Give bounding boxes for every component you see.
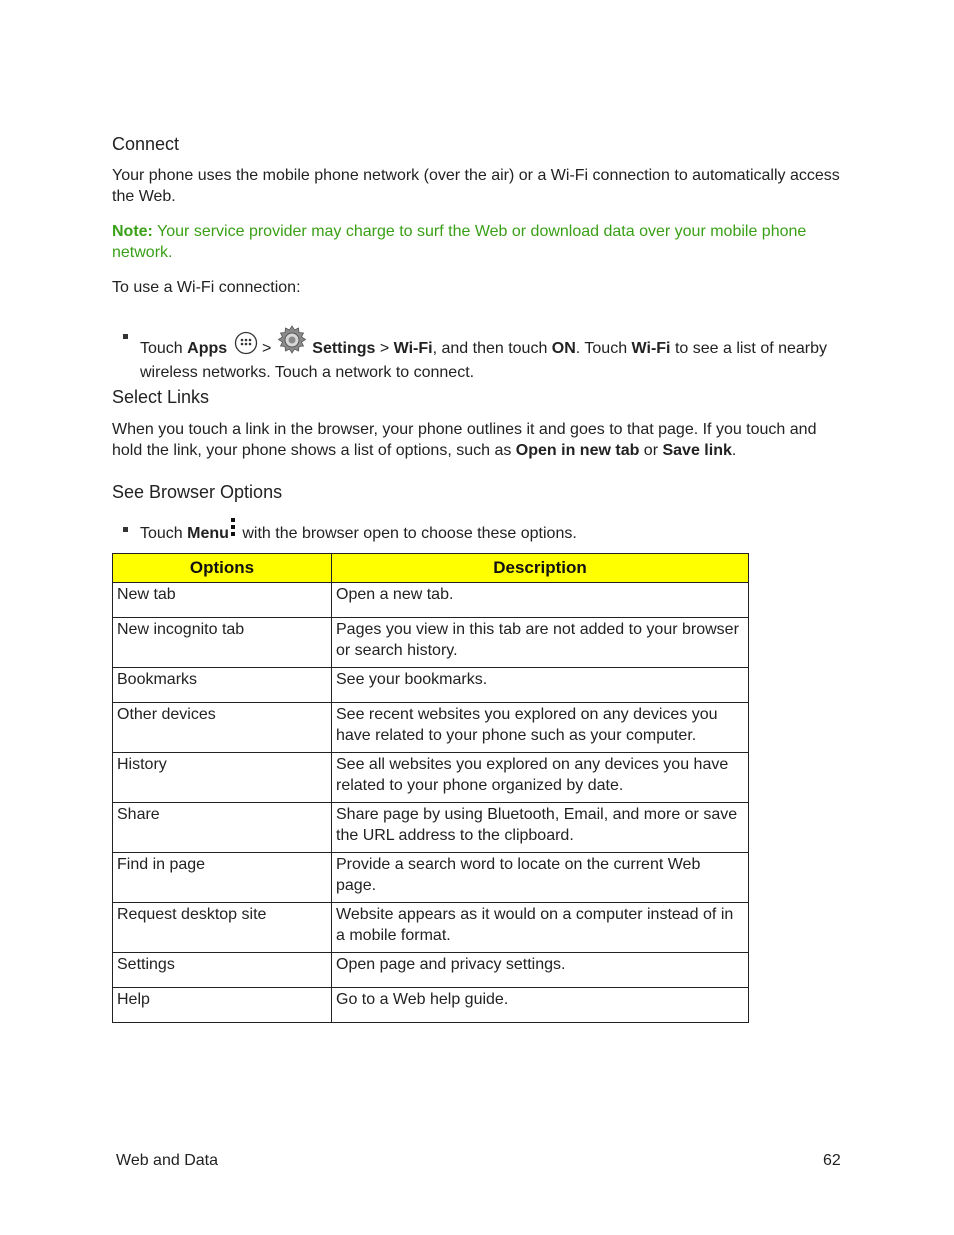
on-label: ON [551, 340, 576, 357]
option-cell: Request desktop site [113, 903, 332, 953]
save-link-label: Save link [662, 442, 732, 459]
note-text: Your service provider may charge to surf the Web or download data over your mobile phone network. [112, 223, 807, 261]
option-cell: Bookmarks [113, 668, 332, 703]
body-text: . [731, 442, 737, 459]
step-text: with the browser open to choose these options. [237, 525, 577, 542]
description-cell: Open page and privacy settings. [332, 953, 749, 988]
wifi-step-bullet [112, 314, 847, 383]
option-cell: Share [113, 803, 332, 853]
wifi-intro: To use a Wi-Fi connection: [112, 279, 301, 296]
table-row [113, 903, 749, 953]
connect-heading: Connect [112, 134, 180, 154]
step-text: . Touch [575, 340, 632, 357]
step-touch: Touch [140, 340, 188, 357]
footer-section-title: Web and Data [116, 1152, 218, 1169]
description-cell: See your bookmarks. [332, 668, 749, 703]
menu-step-bullet [112, 518, 847, 544]
note-label: Note: [112, 223, 153, 240]
menu-dots-icon [231, 518, 236, 544]
select-links-body [112, 419, 842, 461]
description-cell: Go to a Web help guide. [332, 988, 749, 1023]
bullet-marker [123, 527, 128, 532]
table-row [113, 618, 749, 668]
select-links-heading: Select Links [112, 387, 210, 407]
table-row [113, 953, 749, 988]
browser-options-table [112, 553, 749, 1023]
footer-page-number: 62 [823, 1152, 841, 1169]
description-cell: Provide a search word to locate on the current Web page. [332, 853, 749, 903]
table-row [113, 753, 749, 803]
step-separator: > [375, 340, 394, 357]
option-cell: Find in page [113, 853, 332, 903]
description-cell: Open a new tab. [332, 583, 749, 618]
step-text: , and then touch [432, 340, 552, 357]
browser-options-heading: See Browser Options [112, 482, 283, 502]
body-text: When you touch a link in the browser, your phone outlines it and goes to that page. If you touch and hold the link, your phone shows a list of options, such as [112, 421, 817, 459]
apps-label: Apps [187, 340, 228, 357]
table-row [113, 703, 749, 753]
description-cell: See recent websites you explored on any devices you have related to your phone such as your computer. [332, 703, 749, 753]
step-text: to see a list of nearby wireless networks. Touch a network to connect. [140, 340, 828, 381]
option-cell: History [113, 753, 332, 803]
table-row [113, 988, 749, 1023]
option-cell: New incognito tab [113, 618, 332, 668]
description-cell: Pages you view in this tab are not added to your browser or search history. [332, 618, 749, 668]
option-cell: Other devices [113, 703, 332, 753]
description-cell: Website appears as it would on a computer instead of in a mobile format. [332, 903, 749, 953]
table-row [113, 583, 749, 618]
description-cell: See all websites you explored on any devices you have related to your phone organized by date. [332, 753, 749, 803]
open-in-new-tab-label: Open in new tab [515, 442, 640, 459]
wifi-label: Wi-Fi [393, 340, 433, 357]
step-separator: > [257, 340, 276, 357]
column-header-options: Options [113, 554, 332, 583]
table-row [113, 803, 749, 853]
table-header-row [113, 554, 749, 583]
connect-body: Your phone uses the mobile phone network (over the air) or a Wi-Fi connection to automatically access the Web. [112, 167, 840, 205]
option-cell: Settings [113, 953, 332, 988]
apps-icon [234, 331, 258, 361]
table-row [113, 668, 749, 703]
body-text: or [639, 442, 663, 459]
note-paragraph [112, 221, 842, 263]
bullet-marker [123, 334, 128, 339]
table-row [113, 853, 749, 903]
step-touch: Touch [140, 525, 188, 542]
option-cell: Help [113, 988, 332, 1023]
menu-label: Menu [187, 525, 229, 542]
column-header-description: Description [332, 554, 749, 583]
option-cell: New tab [113, 583, 332, 618]
wifi-label: Wi-Fi [631, 340, 671, 357]
settings-label: Settings [312, 340, 376, 357]
description-cell: Share page by using Bluetooth, Email, and more or save the URL address to the clipboard. [332, 803, 749, 853]
settings-gear-icon [276, 324, 308, 362]
